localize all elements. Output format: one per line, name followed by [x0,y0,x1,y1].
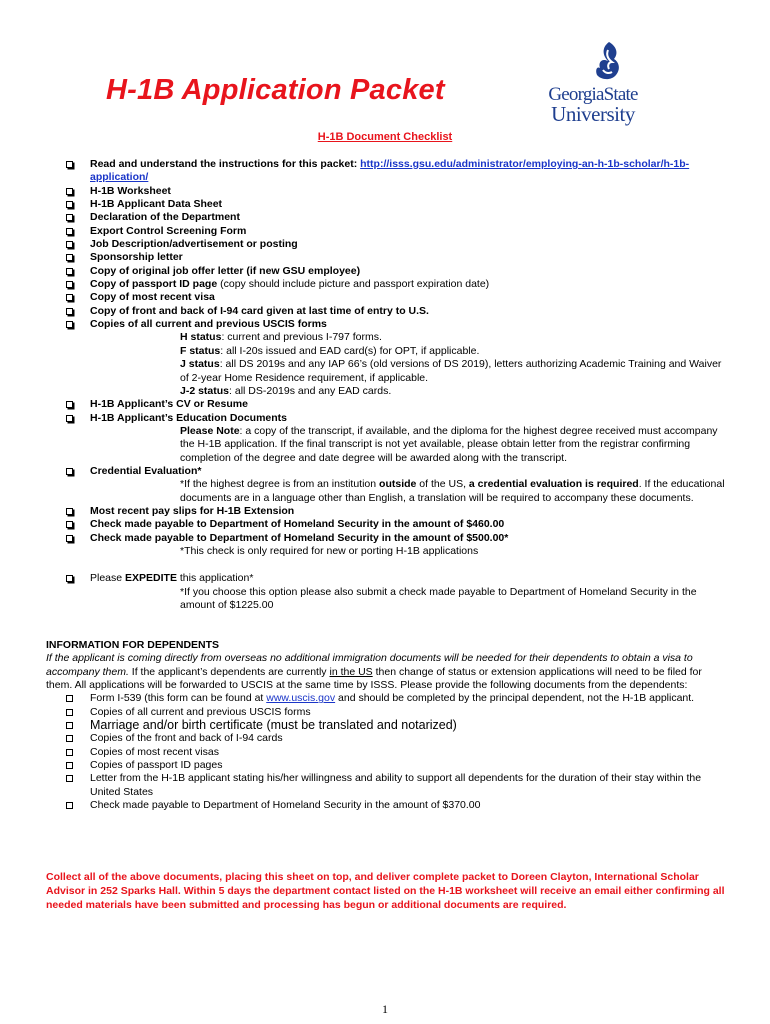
checkbox-icon[interactable] [66,228,73,235]
checkbox-icon[interactable] [66,188,73,195]
checklist-item-check-460: Check made payable to Department of Homeland Security in the amount of $460.00 [66,518,728,531]
status-h: H status: current and previous I-797 forms. [180,331,382,344]
dependent-item-uscis: Copies of all current and previous USCIS forms [66,706,726,719]
checkbox-icon[interactable] [66,281,73,288]
status-f: F status: all I-20s issued and EAD card(s) for OPT, if applicable. [180,344,480,357]
logo-text-georgia-state: GeorgiaState [548,84,638,105]
page-title: H-1B Application Packet [106,74,445,106]
gsu-logo [537,40,649,130]
dependent-item-visas: Copies of most recent visas [66,746,726,759]
checkbox-icon[interactable] [66,762,73,769]
checklist-item-cv: H-1B Applicant’s CV or Resume [66,398,728,411]
checklist-item-offer-letter: Copy of original job offer letter (if new GSU employee) [66,265,728,278]
checkbox-icon[interactable] [66,401,73,408]
uscis-link[interactable]: www.uscis.gov [266,692,336,705]
document-checklist [66,158,728,612]
checkbox-icon[interactable] [66,214,73,221]
checklist-item-worksheet: H-1B Worksheet [66,185,728,198]
checklist-item-sponsorship: Sponsorship letter [66,251,728,264]
checklist-item-instructions: Read and understand the instructions for this packet: http://isss.gsu.edu/administrator/employing-an-h-1b-scholar/h-1b-application/ [66,158,728,185]
dependents-list [46,692,726,812]
education-note: Please Note: a copy of the transcript, if available, and the diploma for the highest degree received must accompany the H-1B application. If the final transcript is not yet available, please obtain letter from the registrar confirming completion of the degree and date degree will be awarded along with the transcript. [180,424,718,464]
checkbox-icon[interactable] [66,268,73,275]
checkbox-icon[interactable] [66,508,73,515]
checkbox-icon[interactable] [66,735,73,742]
checkbox-icon[interactable] [66,294,73,301]
checkbox-icon[interactable] [66,802,73,809]
checkbox-icon[interactable] [66,241,73,248]
checklist-item-expedite: Please EXPEDITE this application* [66,572,728,585]
dependent-item-passport: Copies of passport ID pages [66,759,726,772]
checkbox-icon[interactable] [66,695,73,702]
checkbox-icon[interactable] [66,575,73,582]
dependent-item-i94: Copies of the front and back of I-94 cards [66,732,726,745]
dependents-heading: INFORMATION FOR DEPENDENTS [46,639,220,651]
credential-note: *If the highest degree is from an institution outside of the US, a credential evaluation is required. If the educational documents are in a language other than English, a translation will be required to accompany these documents. [180,478,725,504]
checklist-item-credential: Credential Evaluation* [66,465,728,478]
checkbox-icon[interactable] [66,521,73,528]
checklist-item-uscis: Copies of all current and previous USCIS forms [66,318,728,331]
checkbox-icon[interactable] [66,308,73,315]
flame-icon [537,40,649,84]
dependents-intro: If the applicant is coming directly from overseas no additional immigration documents will be needed for their dependents to obtain a visa to accompany them. If the applicant’s dependents are currently in the US then change of status or extension applications will need to be filed for them. All applications will be forwarded to USCIS at the same time by ISSS. Please provide the following documents from the dependents: [46,652,702,692]
dependent-item-i539: Form I-539 (this form can be found at www.uscis.gov and should be completed by the principal dependent, not the H-1B applicant. [66,692,726,705]
checkbox-icon[interactable] [66,468,73,475]
checklist-item-check-500: Check made payable to Department of Homeland Security in the amount of $500.00* [66,532,728,545]
checklist-item-pay-slips: Most recent pay slips for H-1B Extension [66,505,728,518]
checkbox-icon[interactable] [66,201,73,208]
checklist-item-data-sheet: H-1B Applicant Data Sheet [66,198,728,211]
checkbox-icon[interactable] [66,775,73,782]
dependent-item-letter: Letter from the H-1B applicant stating his/her willingness and ability to support all dependents for the duration of their stay within the United States [66,772,726,799]
checkbox-icon[interactable] [66,161,73,168]
checklist-item-job-description: Job Description/advertisement or posting [66,238,728,251]
checklist-item-visa: Copy of most recent visa [66,291,728,304]
check-500-note: *This check is only required for new or porting H-1B applications [180,544,479,557]
expedite-note: *If you choose this option please also submit a check made payable to Department of Homeland Security in the amount of $1225.00 [180,585,697,611]
checkbox-icon[interactable] [66,749,73,756]
instructions-link[interactable]: http://isss.gsu.edu/administrator/employing-an-h-1b-scholar/h-1b-application/ [90,158,690,184]
checklist-item-export-control: Export Control Screening Form [66,225,728,238]
dependents-section [46,639,726,812]
checkbox-icon[interactable] [66,722,73,729]
checkbox-icon[interactable] [66,321,73,328]
checklist-item-passport: Copy of passport ID page (copy should include picture and passport expiration date) [66,278,728,291]
dependent-item-check-370: Check made payable to Department of Homeland Security in the amount of $370.00 [66,799,726,812]
dependent-item-marriage: Marriage and/or birth certificate (must be translated and notarized) [66,719,726,732]
logo-text-university: University [551,102,635,126]
checkbox-icon[interactable] [66,535,73,542]
checklist-item-education: H-1B Applicant’s Education Documents [66,412,728,425]
checkbox-icon[interactable] [66,415,73,422]
status-j2: J-2 status: all DS-2019s and any EAD cards. [180,384,392,397]
page-number: 1 [382,1002,388,1016]
checkbox-icon[interactable] [66,709,73,716]
checklist-item-declaration: Declaration of the Department [66,211,728,224]
submission-instructions: Collect all of the above documents, placing this sheet on top, and deliver complete packet to Doreen Clayton, International Scholar Advisor in 252 Sparks Hall. Within 5 days the department contact listed on the H-1B worksheet will receive an email either confirming all needed materials have been submitted and processing has begun or additional documents are required. [46,871,725,911]
checklist-item-i94: Copy of front and back of I-94 card given at last time of entry to U.S. [66,305,728,318]
status-j: J status: all DS 2019s and any IAP 66’s (old versions of DS 2019), letters authorizing Academic Training and Waiver of 2-year Home Residence requirement, if applicable. [180,358,722,384]
checkbox-icon[interactable] [66,254,73,261]
checklist-heading: H-1B Document Checklist [317,131,453,143]
